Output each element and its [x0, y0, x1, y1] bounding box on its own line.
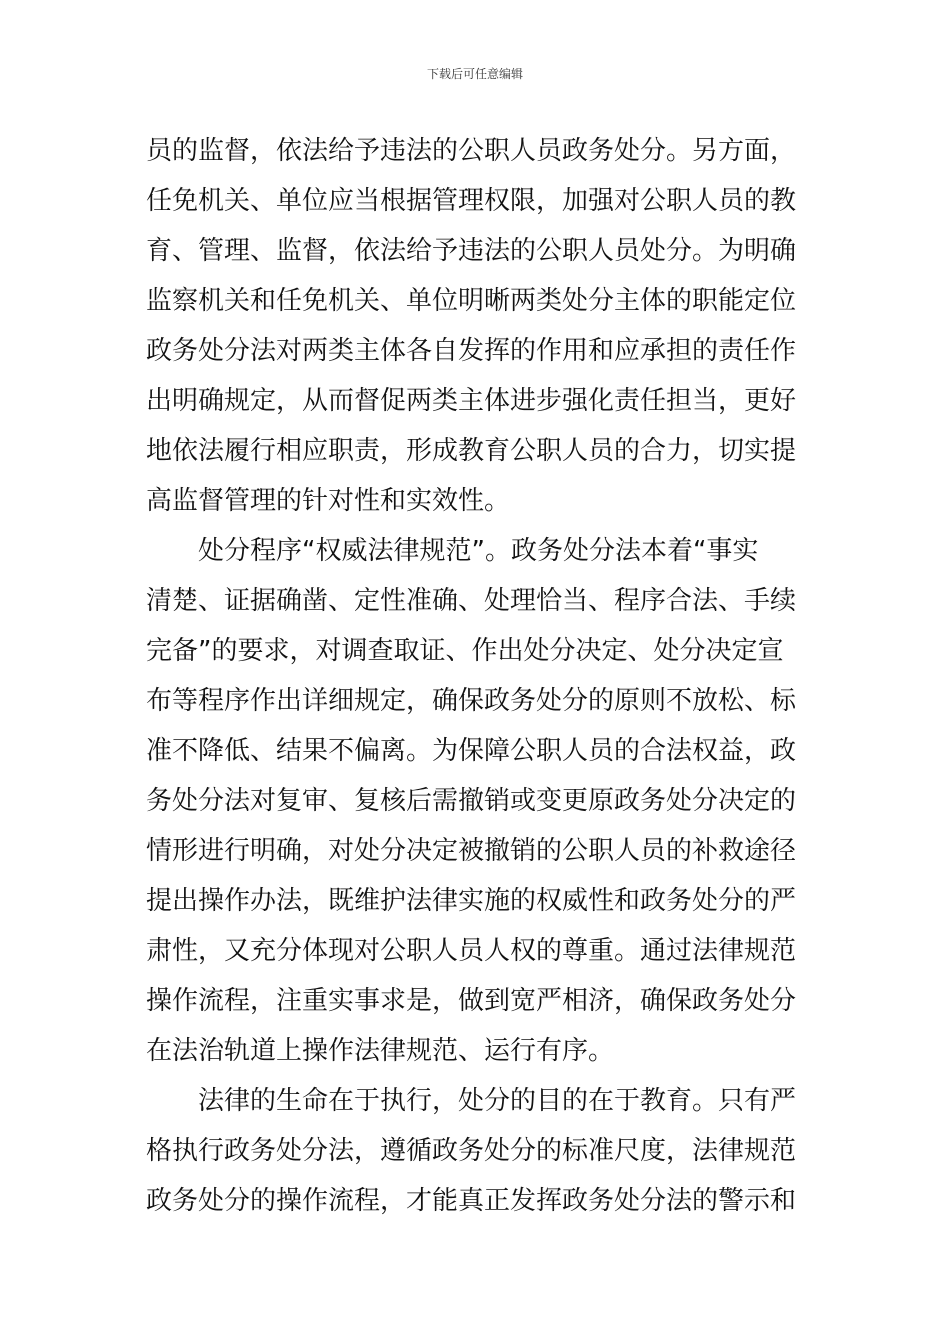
text-line: 操作流程，注重实事求是，做到宽严相济，确保政务处分	[146, 986, 797, 1016]
text-line: 地依法履行相应职责，形成教育公职人员的合力，切实提	[146, 436, 797, 466]
text-line: 政务处分法对两类主体各自发挥的作用和应承担的责任作	[146, 336, 797, 366]
text-line: 高监督管理的针对性和实效性。	[146, 486, 511, 516]
text-line: 育、管理、监督，依法给予违法的公职人员处分。为明确	[146, 236, 797, 266]
text-line: 任免机关、单位应当根据管理权限，加强对公职人员的教	[146, 186, 797, 216]
text-line: 格执行政务处分法，遵循政务处分的标准尺度，法律规范	[146, 1136, 797, 1166]
page-header: 下载后可任意编辑	[426, 67, 523, 81]
text-line: 处分程序“权威法律规范”。政务处分法本着“事实	[198, 536, 759, 566]
text-line: 员的监督，依法给予违法的公职人员政务处分。另方面，	[146, 136, 797, 166]
text-line: 提出操作办法，既维护法律实施的权威性和政务处分的严	[146, 886, 797, 916]
text-line: 务处分法对复审、复核后需撤销或变更原政务处分决定的	[146, 786, 797, 816]
text-line: 法律的生命在于执行，处分的目的在于教育。只有严	[198, 1086, 797, 1116]
text-line: 在法治轨道上操作法律规范、运行有序。	[146, 1036, 615, 1066]
text-line: 政务处分的操作流程，才能真正发挥政务处分法的警示和	[146, 1186, 797, 1216]
text-line: 准不降低、结果不偏离。为保障公职人员的合法权益，政	[146, 736, 797, 766]
text-line: 监察机关和任免机关、单位明晰两类处分主体的职能定位	[146, 286, 797, 316]
text-line: 布等程序作出详细规定，确保政务处分的原则不放松、标	[146, 686, 797, 716]
body-text	[146, 126, 818, 1226]
text-line: 出明确规定，从而督促两类主体进步强化责任担当，更好	[146, 386, 797, 416]
text-line: 完备”的要求，对调查取证、作出处分决定、处分决定宣	[146, 636, 784, 666]
text-line: 情形进行明确，对处分决定被撤销的公职人员的补救途径	[146, 836, 797, 866]
text-line: 肃性，又充分体现对公职人员人权的尊重。通过法律规范	[146, 936, 797, 966]
text-line: 清楚、证据确凿、定性准确、处理恰当、程序合法、手续	[146, 586, 797, 616]
